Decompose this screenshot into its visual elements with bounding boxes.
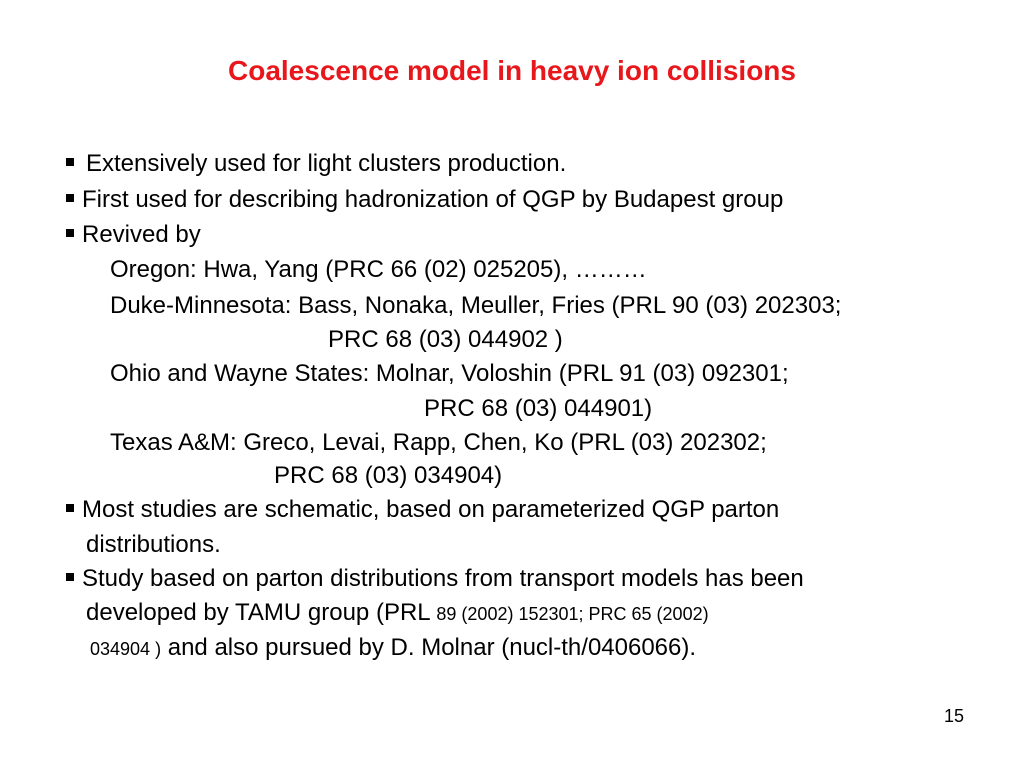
bullet-item-transport-models	[66, 563, 804, 595]
bullet-text: Most studies are schematic, based on parameterized QGP parton	[82, 496, 780, 523]
tamu-reference-small-cont: 034904 )	[90, 639, 162, 659]
bullet-text: Study based on parton distributions from transport models has been	[82, 565, 804, 592]
reference-oregon: Oregon: Hwa, Yang (PRC 66 (02) 025205), ………	[110, 256, 647, 283]
reference-texas-am: Texas A&M: Greco, Levai, Rapp, Chen, Ko (PRL (03) 202302;	[110, 429, 767, 456]
bullet-text: Revived by	[82, 221, 201, 248]
bullet-item-revived	[66, 219, 201, 251]
bullet-icon	[66, 158, 74, 166]
reference-texas-am-cont: PRC 68 (03) 034904)	[274, 462, 503, 489]
bullet-text: Extensively used for light clusters production.	[86, 150, 567, 177]
tamu-reference-small: 89 (2002) 152301; PRC 65 (2002)	[436, 604, 709, 624]
bullet-text: First used for describing hadronization of QGP by Budapest group	[82, 186, 784, 213]
reference-duke-minnesota: Duke-Minnesota: Bass, Nonaka, Meuller, Fries (PRL 90 (03) 202303;	[110, 292, 842, 319]
bullet-icon	[66, 194, 74, 202]
page-number: 15	[944, 706, 965, 726]
molnar-text: and also pursued by D. Molnar (nucl-th/0406066).	[161, 634, 697, 661]
bullet-item-transport-models-cont2	[90, 632, 696, 665]
bullet-icon	[66, 229, 74, 237]
bullet-icon	[66, 504, 74, 512]
bullet-item-schematic-cont: distributions.	[86, 531, 221, 558]
bullet-item-transport-models-cont	[86, 597, 709, 630]
reference-ohio-wayne-cont: PRC 68 (03) 044901)	[424, 395, 653, 422]
slide-title: Coalescence model in heavy ion collisions	[228, 55, 796, 86]
bullet-item-schematic	[66, 494, 779, 526]
reference-duke-minnesota-cont: PRC 68 (03) 044902 )	[328, 326, 563, 353]
bullet-icon	[66, 573, 74, 581]
reference-ohio-wayne: Ohio and Wayne States: Molnar, Voloshin (PRL 91 (03) 092301;	[110, 360, 789, 387]
tamu-text: developed by TAMU group (PRL	[86, 599, 437, 626]
bullet-item-light-clusters	[66, 148, 566, 180]
bullet-item-budapest	[66, 184, 783, 216]
